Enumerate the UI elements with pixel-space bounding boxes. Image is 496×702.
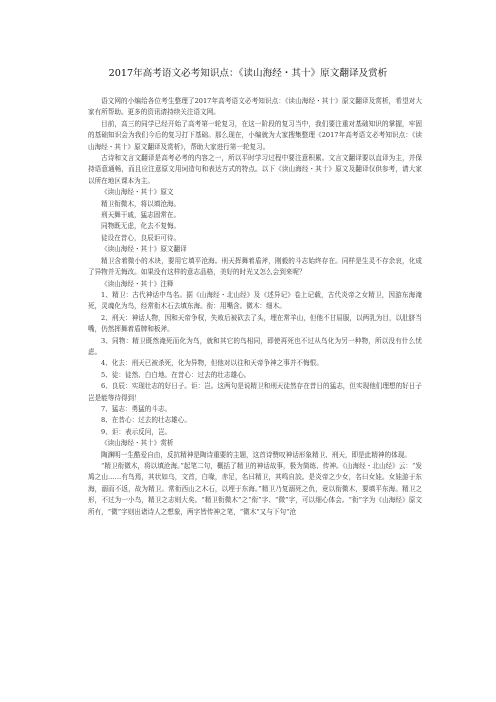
poem-line: 同物既无虑，化去不复悔。 <box>101 222 181 231</box>
note-item: 7、猛志：勇猛的斗志。 <box>101 404 172 413</box>
note-item: 1、精卫：古代神话中鸟名。据《山海经・北山经》及《述异记》卷上记载，古代炎帝之女精卫，因游东海淹死，灵魂化为鸟，经常衔木石去填东海。衔：用嘴含。微木：细木。 <box>88 290 422 311</box>
paragraph: 目前，高三的同学已经开始了高考第一轮复习，在这一阶段的复习当中，我们要注重对基础知识的掌握，牢固的基础知识会为我们今后的复习打下基础。那么现在，小编就为大家搜集整理《2017年高考语文必考知识点：《读山海经・其十》原文翻译及赏析》，帮助大家进行第一轮复习。 <box>88 119 422 151</box>
poem-line: 精卫衔微木，将以填沧海。 <box>101 199 181 208</box>
note-item: 6、良辰：实现壮志的好日子。讵：岂。这两句是说精卫和刑天徒然存在昔日的猛志，但实现他们理想的好日子岂是能等待得到！ <box>88 382 422 402</box>
note-item: 3、同物：精卫既然淹死而化为鸟，就和其它的鸟相同，即使再死也不过从鸟化为另一种物，所以没有什么忧虑。 <box>88 336 422 356</box>
section-heading: 《读山海经・其十》原文翻译 <box>101 245 187 254</box>
article-body <box>88 96 422 518</box>
section-heading: 《读山海经・其十》原文 <box>101 188 174 197</box>
paragraph: 精卫含着微小的木块，要用它填平沧海。刑天挥舞着盾斧，刚毅的斗志始终存在。同样是生灵不存余哀，化成了异物并无悔改。如果没有这样的意志品格，美好的时光又怎么会到来呢？ <box>88 256 422 277</box>
poem-line: 刑天舞干戚，猛志固常在。 <box>101 211 181 220</box>
note-item: 5、徒：徒然、白白地。在昔心：过去的壮志雄心。 <box>101 370 251 379</box>
note-item: 9、讵：表示反问，岂。 <box>101 427 172 436</box>
paragraph: “精卫衔微木，将以填沧海。”起笔二句，概括了精卫的神话故事，极为简练、传神。《山海经・北山经》云：“发鸠之山……有鸟焉，其状如乌，文首，白喙，赤足，名曰精卫，其鸣自詨。是炎帝之少女，名曰女娃。女娃游于东海，溺而不返，故为精卫。常衔西山之木石，以堙于东海。”精卫乃复溺死之仇，竟以衔微木，要填平东海。精卫之形，不过为一小鸟，精卫之志则大矣。“精卫衔微木”之“衔”字、“微”字，可以细心体会。“衔”字为《山海经》原文所有，“微”字则出诸诗人之想象，两字皆传神之笔，“微木”又与下句“沧 <box>88 462 422 516</box>
paragraph: 陶渊明一生酷爱自由，反抗精神是陶诗重要的主题，这首诗赞叹神话形象精卫、刑天，即是此精神的体现。 <box>101 450 411 459</box>
paragraph: 语文网的小编给各位考生整理了2017年高考语文必考知识点：《读山海经・其十》原文翻译及赏析，希望对大家有所帮助。更多的资讯请持续关注语文网。 <box>88 97 422 117</box>
note-item: 2、刑天：神话人物，因和天帝争权，失败后被砍去了头，埋在常羊山，但他不甘屈服，以两乳为目，以肚脐当嘴，仍然挥舞着盾牌和板斧。 <box>88 313 422 334</box>
section-heading: 《读山海经・其十》赏析 <box>101 439 174 448</box>
section-heading: 《读山海经・其十》注释 <box>101 279 174 288</box>
note-item: 8、在昔心：过去的壮志雄心。 <box>101 416 191 425</box>
paragraph: 古诗和文言文翻译是高考必考的内容之一，所以平时学习过程中要注意积累。文言文翻译要以直译为主，并保持语意通畅，而且应注意原文用词造句和表达方式的特点。以下《读山海经・其十》原文及翻译仅供参考，请大家以所在地区课本为主。 <box>88 154 422 185</box>
note-item: 4、化去：刑天已被杀死，化为异物，但他对以往和天帝争神之事并不悔恨。 <box>101 359 323 368</box>
poem-line: 徒设在昔心，良辰讵可待。 <box>101 233 181 242</box>
page-title: 2017年高考语文必考知识点：《读山海经・其十》原文翻译及赏析 <box>108 68 388 79</box>
